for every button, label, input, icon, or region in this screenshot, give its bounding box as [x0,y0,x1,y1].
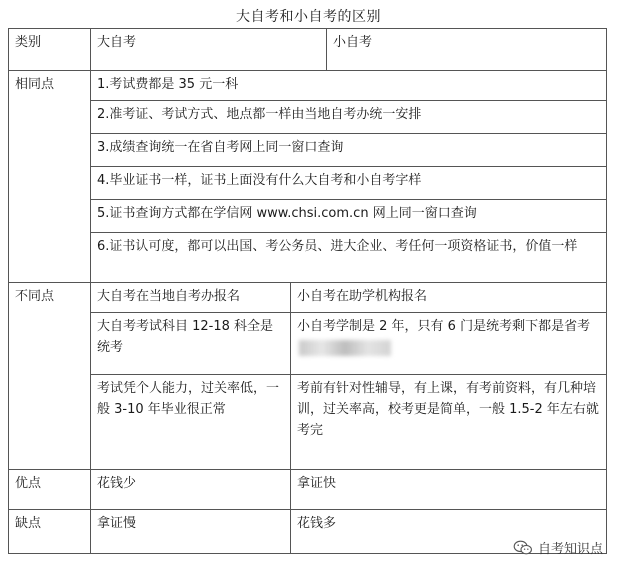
same-item: 4.毕业证书一样，证书上面没有什么大自考和小自考字样 [91,167,607,200]
watermark [513,538,603,557]
header-small-exam: 小自考 [327,29,607,71]
header-category: 类别 [9,29,91,71]
pros-row [9,470,607,510]
comparison-table [8,28,607,554]
diff-big: 考试凭个人能力，过关率低，一般 3-10 年毕业很正常 [91,375,291,470]
diff-big: 大自考考试科目 12-18 科全是统考 [91,313,291,375]
pros-small: 拿证快 [291,470,607,510]
pros-big: 花钱少 [91,470,291,510]
diff-small: 小自考在助学机构报名 [291,283,607,313]
header-big-exam: 大自考 [91,29,327,71]
page-title: 大自考和小自考的区别 [236,9,381,25]
diff-row [9,283,607,313]
same-item: 1.考试费都是 35 元一科 [91,71,607,101]
diff-big: 大自考在当地自考办报名 [91,283,291,313]
watermark-text: 自考知识点 [537,542,603,557]
diff-label: 不同点 [9,283,91,470]
diff-small: 考前有针对性辅导，有上课，有考前资料，有几种培训，过关率高，校考更是简单，一般 1.5-2 年左右就考完 [291,375,607,470]
same-row [9,167,607,200]
same-label: 相同点 [9,71,91,283]
cons-big: 拿证慢 [91,510,291,554]
same-item: 3.成绩查询统一在省自考网上同一窗口查询 [91,134,607,167]
same-item: 6.证书认可度，都可以出国、考公务员、进大企业、考任何一项资格证书，价值一样 [91,233,607,283]
same-row [9,71,607,101]
cons-small: 花钱多 [291,510,607,554]
pros-label: 优点 [9,470,91,510]
same-item: 2.准考证、考试方式、地点都一样由当地自考办统一安排 [91,101,607,134]
diff-small [291,313,607,375]
same-item: 5.证书查询方式都在学信网 www.chsi.com.cn 网上同一窗口查询 [91,200,607,233]
header-row [9,29,607,71]
same-row [9,134,607,167]
blurred-text [299,340,391,356]
wechat-icon [513,540,533,556]
same-row [9,200,607,233]
diff-row [9,313,607,375]
same-row [9,101,607,134]
same-row [9,233,607,283]
diff-small-text: 小自考学制是 2 年，只有 6 门是统考剩下都是省考 [297,319,591,334]
diff-row [9,375,607,470]
cons-label: 缺点 [9,510,91,554]
